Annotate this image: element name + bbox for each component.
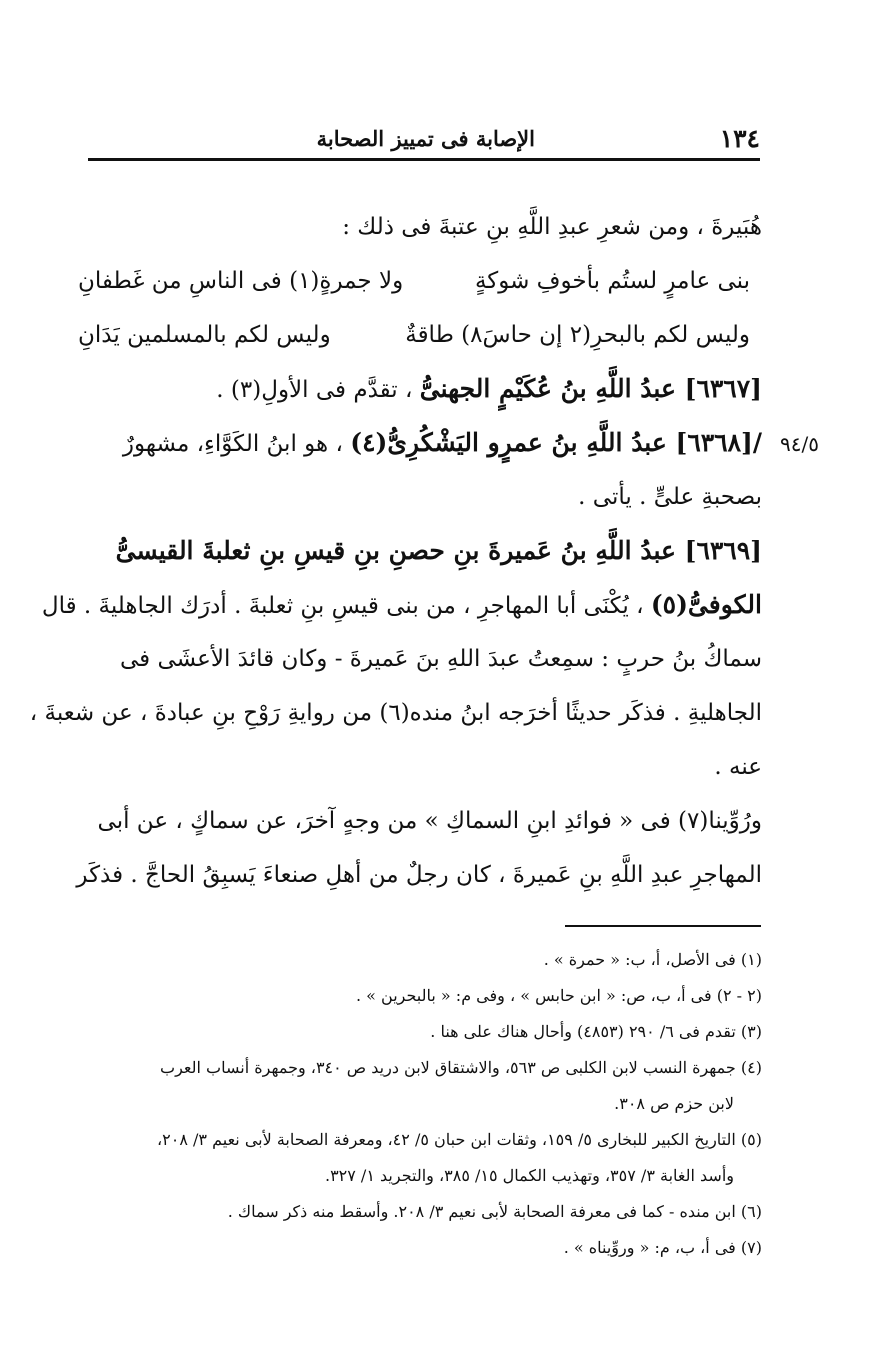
footnote-continuation: وأسد الغابة ٣/ ٣٥٧، وتهذيب الكمال ١٥/ ٣٨٥، والتجريد ١/ ٣٢٧. [324,1166,734,1185]
header-rule [88,158,760,161]
poem-verse-1 [78,254,762,308]
running-title: الإصابة فى تمييز الصحابة [316,126,535,151]
footnote: (٣) تقدم فى ٦/ ٢٩٠ (٤٨٥٣) وأحال هناك على هنا . [430,1022,762,1041]
text-line: سماكُ بنُ حربٍ : سمِعتُ عبدَ اللهِ بنَ عَميرةَ - وكان قائدَ الأعشَى فى [119,646,762,672]
text-line: ورُوِّينا(٧) فى « فوائدِ ابنِ السماكِ » من وجهٍ آخرَ، عن سماكٍ ، عن أبى [97,808,762,834]
margin-reference: ٩٤/٥ [780,432,819,456]
entry-heading: [٦٣٦٩] عبدُ اللَّهِ بنُ عَميرةَ بنِ حصنِ بنِ قيسِ بنِ ثعلبةَ القيسىُّ [115,536,762,565]
footnote: (٢ - ٢) فى أ، ب، ص: « ابن حابس » ، وفى م: « بالبحرين » . [355,986,762,1005]
text-line: الجاهليةِ . فذكَر حديثًا أخرَجه ابنُ منده(٦) من روايةِ رَوْحِ بنِ عبادةَ ، عن شعبةَ ، [29,700,762,726]
text-line: بصحبةِ علىٍّ . يأتى . [578,484,762,510]
footnotes [78,942,762,1266]
entry-text: ، هو ابنُ الكَوَّاءِ، مشهورٌ [122,431,343,457]
footnote-rule [565,925,761,927]
hemistich-first: بنى عامرٍ لستُم بأخوفِ شوكةٍ [474,268,750,294]
footnote: (٧) فى أ، ب، م: « وروِّيناه » . [563,1238,762,1257]
footnote-continuation: لابن حزم ص ٣٠٨. [614,1094,734,1113]
entry-text: ، يُكْنَى أبا المهاجرِ ، من بنى قيسِ بنِ ثعلبةَ . أدرَك الجاهليةَ . قال [41,593,644,619]
footnote: (١) فى الأصل، أ، ب: « حمرة » . [543,950,762,969]
footnote: (٦) ابن منده - كما فى معرفة الصحابة لأبى نعيم ٣/ ٢٠٨. وأسقط منه ذكر سماك . [227,1202,762,1221]
entry-6367 [78,362,762,416]
hemistich-first: وليس لكم بالبحرِ(٢ إن حاسَ٨) طاقةٌ [405,322,750,348]
entry-6368 [78,416,762,470]
page-header [88,118,760,158]
entry-heading: /[٦٣٦٨] عبدُ اللَّهِ بنُ عمرٍو اليَشْكُرِىُّ(٤) [350,428,762,457]
entry-6369-heading [78,524,762,578]
entry-heading-cont: الكوفىُّ(٥) [650,590,762,619]
entry-heading: [٦٣٦٧] عبدُ اللَّهِ بنُ عُكَيْمٍ الجهنىُّ [419,374,762,403]
hemistich-second: ولا جمرةٍ(١) فى الناسِ من غَطفانِ [78,268,404,294]
entry-6369 [41,578,762,632]
footnote: (٤) جمهرة النسب لابن الكلبى ص ٥٦٣، والاشتقاق لابن دريد ص ٣٤٠، وجمهرة أنساب العرب [160,1058,762,1077]
text-line: المهاجرِ عبدِ اللَّهِ بنِ عَميرةَ ، كان رجلٌ من أهلِ صنعاءَ يَسبِقُ الحاجَّ . فذكَر [76,862,762,888]
text-line: هُبَيرةَ ، ومن شعرِ عبدِ اللَّهِ بنِ عتبةَ فى ذلك : [342,214,762,240]
footnote: (٥) التاريخ الكبير للبخارى ٥/ ١٥٩، وثقات ابن حبان ٥/ ٤٢، ومعرفة الصحابة لأبى نعيم ٣/ ٢٠٨، [156,1130,762,1149]
entry-text: ، تقدَّم فى الأولِ(٣) . [216,377,413,403]
text-line: عنه . [714,754,762,780]
main-text [29,200,762,902]
poem-verse-2 [78,308,762,362]
page-number: ١٣٤ [719,124,760,153]
hemistich-second: وليس لكم بالمسلمين يَدَانِ [78,322,331,348]
